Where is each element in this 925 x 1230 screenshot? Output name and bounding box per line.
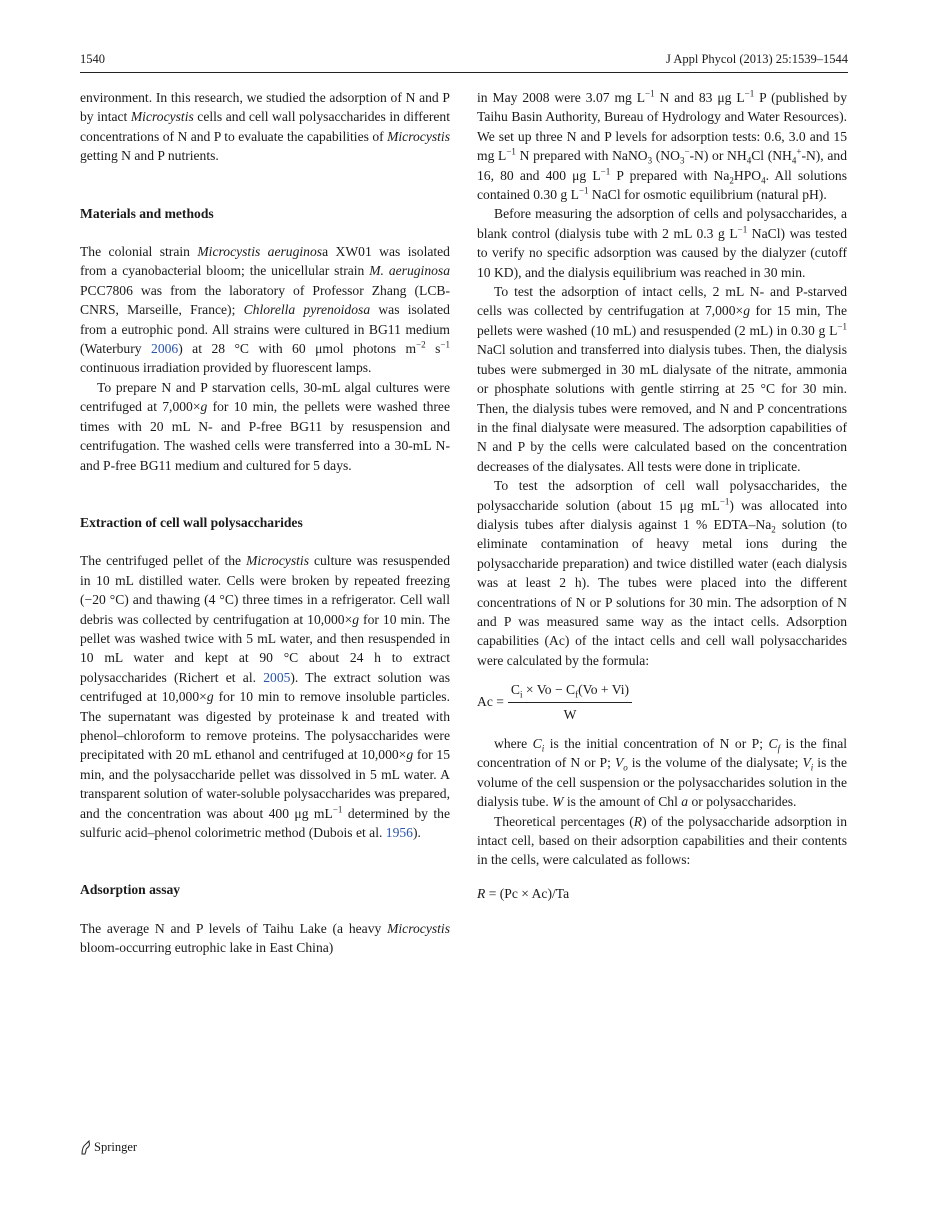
paragraph-formula-definitions: where $C_i$ is the initial concentration of N or P; $C_f$ is the final concentration of N or P; $V_o$ is the volume of the dialysate; $V_i$ is the volume of the cell suspension or the polysaccharides solution in the dialysis tube. W is the amount of Chl a or polysaccharides. — [477, 736, 848, 810]
paragraph-intro-end: environment. In this research, we studied the adsorption of N and P by intact Microcystis cells and cell wall polysaccharides in different concentrations of N and P to evaluate the capabilities of Microcystis getting N and P nutrients. — [80, 90, 450, 164]
formula-fraction — [508, 680, 632, 724]
left-column — [80, 88, 450, 958]
formula-numerator: $C_i \times Vo - C_f(Vo + Vi)$ — [508, 680, 632, 702]
publisher-footer — [80, 1140, 137, 1155]
heading-adsorption-assay: Adsorption assay — [80, 882, 181, 898]
page-number: 1540 — [80, 52, 105, 66]
heading-materials-methods: Materials and methods — [80, 205, 214, 221]
running-header — [80, 50, 848, 73]
paragraph-blank-control: Before measuring the adsorption of cells and polysaccharides, a blank control (dialysis tube with 2 mL 0.3 g $L^{-1}$ NaCl) was tested to verify no specific adsorption was caused by the dialyzer (cutoff 10 KD), and the dialysis equilibrium was reached in 30 min. — [477, 206, 847, 280]
paragraph-polysaccharide-adsorption: To test the adsorption of cell wall polysaccharides, the polysaccharide solution (about 15 μg $mL^{-1}$) was allocated into dialysis tubes after dialysis against 1 % EDTA–$Na_2$ solution (to eliminate contamination of heavy metal ions during the polysaccharide preparation) and twice distilled water (each dialysis was at least 2 h). The tubes were placed into the different concentrations of N or P solutions for 30 min. The adsorption of N and P was measured same way as the intact cells. Adsorption capabilities (Ac) of the intact cells and cell wall polysaccharides were calculated by the formula: — [477, 478, 848, 668]
formula-lhs: Ac = — [477, 694, 504, 710]
paragraph-np-levels: in May 2008 were 3.07 mg $L^{-1}$ N and 83 μg $L^{-1}$ P (published by Taihu Basin Authority, Bureau of Hydrology and Water Resources). We set up three N and P levels for adsorption tests: 0.6, 3.0 and 15 mg $L^{-1}$ N prepared with NaNO$_3$ $(NO_3^--N)$ or $NH_4Cl$ $(NH_4^+-N)$, and 16, 80 and 400 μg $L^{-1}$ P prepared with $Na_2HPO_4$. All solutions contained 0.30 g $L^{-1}$ NaCl for osmotic equilibrium (natural pH). — [477, 88, 848, 203]
heading-extraction: Extraction of cell wall polysaccharides — [80, 514, 303, 530]
paragraph-intact-cells: To test the adsorption of intact cells, 2 mL N- and P-starved cells was collected by centrifugation at 7,000×g for 15 min, The pellets were washed (10 mL) and resuspended (2 mL) in 0.30 g $L^{-1}$ NaCl solution and transferred into dialysis tubes. Then, the dialysis tubes were submerged in 30 mL dialysate of the nitrate, ammonia or phosphate solutions with gentle stirring at 25 °C for 30 min. Then, the dialysis tubes were removed, and N and P concentrations in the final dialysate were measured. The adsorption capabilities of N and P by the cells were calculated based on the concentration decreases of the dialysates. All tests were done in triplicate. — [477, 284, 847, 474]
paragraph-starvation: To prepare N and P starvation cells, 30-mL algal cultures were centrifuged at 7,000×g for 10 min, the pellets were washed three times with 20 mL N- and P-free BG11 by resuspension and centrifugation. The washed cells were transferred into a 30-mL N- and P-free BG11 medium and cultured for 5 days. — [80, 379, 450, 473]
paragraph-taihu: The average N and P levels of Taihu Lake (a heavy Microcystis bloom-occurring eutrophic lake in East China) — [80, 920, 450, 956]
formula-ac — [477, 680, 847, 724]
paragraph-theoretical-percentages: Theoretical percentages (R) of the polysaccharide adsorption in intact cell, based on their adsorption capabilities and their contents in the cells, were calculated as follows: — [477, 813, 847, 868]
citation-link[interactable]: 1956 — [385, 825, 413, 840]
paragraph-extraction: The centrifuged pellet of the Microcystis culture was resuspended in 10 mL distilled water. Cells were broken by repeated freezing (−20 °C) and thawing (4 °C) three times in a refrigerator. Cell wall debris was collected by centrifugation at 10,000×g for 10 min. The pellet was washed twice with 5 mL water, and then resuspended in 10 mL water and kept at 90 °C about 24 h to extract polysaccharides (Richert et al. 2005). The extract solution was centrifuged at 10,000×g for 10 min to remove insoluble particles. The supernatant was digested by proteinase k and treated with phenol–chloroform to remove proteins. The polysaccharides were precipitated with 20 mL ethanol and centrifuged at 10,000×g for 15 min, and the polysaccharide pellet was dissolved in 5 mL water. A transparent solution of water-soluble polysaccharides was prepared, and the concentration was about 400 μg $mL^{-1}$ determined by the sulfuric acid–phenol colorimetric method (Dubois et al. 1956). — [80, 553, 450, 840]
springer-horse-icon — [80, 1140, 91, 1155]
formula-denominator: W — [563, 706, 577, 722]
citation-link[interactable]: 2006 — [151, 341, 179, 357]
paragraph-strains: The colonial strain Microcystis aeruginosa XW01 was isolated from a cyanobacterial bloom; the unicellular strain M. aeruginosa PCC7806 was from the laboratory of Professor Zhang (LCB-CNRS, Marseille, France); Chlorella pyrenoidosa was isolated from a eutrophic pond. All strains were cultured in BG11 medium (Waterbury 2006) at 28 °C with 60 μmol photons $m^{-2}$ $s^{-1}$ continuous irradiation provided by fluorescent lamps. — [80, 244, 450, 376]
right-column — [477, 88, 847, 903]
citation-link[interactable]: 2005 — [263, 669, 291, 685]
publisher-name: Springer — [94, 1140, 138, 1154]
journal-citation: J Appl Phycol (2013) 25:1539–1544 — [666, 52, 848, 66]
formula-r: R = (Pc × Ac)/Ta — [477, 885, 570, 901]
